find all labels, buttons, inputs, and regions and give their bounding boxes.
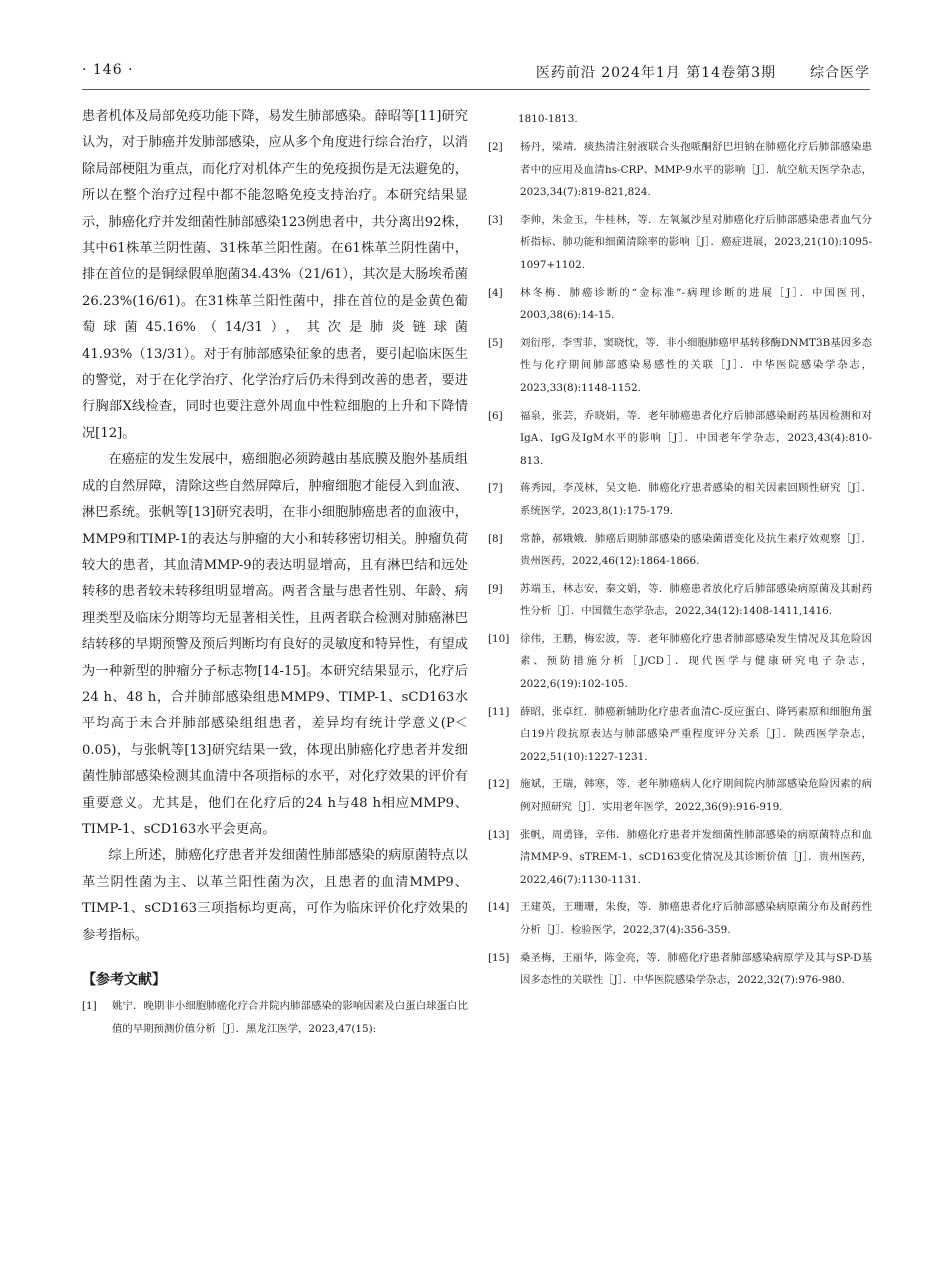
reference-text: 林冬梅．肺癌诊断的“金标准”-病理诊断的进展［J］．中国医刊，2003,38(6):14-15.	[520, 286, 872, 322]
reference-text: 蒋秀园，李茂林，吴文艳．肺癌化疗患者感染的相关因素回顾性研究［J］．系统医学，2023,8(1):175-179.	[520, 482, 872, 517]
reference-item	[488, 896, 872, 941]
reference-number: [12]	[488, 778, 510, 791]
reference-number: [10]	[488, 632, 510, 645]
reference-text: 李帅，朱金玉，牛桂林，等．左氧氟沙星对肺癌化疗后肺部感染患者血气分析指标、肺功能和细菌清除率的影响［J］．癌症进展，2023,21(10):1095-1097+1102.	[520, 213, 872, 271]
reference-number: [3]	[488, 213, 503, 226]
reference-number: [13]	[488, 828, 510, 841]
reference-text: 常静，郝娥娥．肺癌后期肺部感染的感染菌谱变化及抗生素疗效观察［J］．贵州医药，2022,46(12):1864-1866.	[520, 532, 872, 568]
reference-item	[488, 701, 872, 769]
reference-item	[488, 477, 872, 522]
right-column	[488, 108, 872, 997]
page-header	[82, 62, 870, 88]
reference-number: [1]	[82, 1000, 97, 1012]
body-paragraph-3: 综上所述，肺癌化疗患者并发细菌性肺部感染的病原菌特点以革兰阴性菌为主、以革兰阳性菌为次，且患者的血清MMP9、TIMP-1、sCD163三项指标均更高，可作为临床评价化疗效果的参考指标。	[82, 848, 468, 943]
journal-issue: 医药前沿 2024年1月 第14卷第3期	[535, 65, 776, 81]
body-paragraph-1: 患者机体及局部免疫功能下降，易发生肺部感染。薛昭等[11]研究认为，对于肺癌并发肺部感染，应从多个角度进行综合治疗，以消除局部梗阻为重点，而化疗对机体产生的免疫损伤是无法避免的，所以在整个治疗过程中都不能忽略免疫支持治疗。本研究结果显示，肺癌化疗并发细菌性肺部感染123例患者中，共分离出92株，其中61株革兰阴性菌、31株革兰阳性菌。在61株革兰阴性菌中，排在首位的是铜绿假单胞菌34.43%（21/61），其次是大肠埃希菌26.23%(16/61)。在31株革兰阳性菌中，排在首位的是金黄色葡萄球菌45.16%（14/31），其次是肺炎链球菌41.93%（13/31）。对于有肺部感染征象的患者，要引起临床医生的警觉，对于在化学治疗、化学治疗后仍未得到改善的患者，要进行胸部X线检查，同时也要注意外周血中性粒细胞的上升和下降情况[12]。	[82, 109, 468, 441]
reference-continuation: 1810-1813.	[518, 113, 578, 125]
page-number: · 146 ·	[82, 62, 134, 78]
reference-text: 张帆，周勇锋，辛伟．肺癌化疗患者并发细菌性肺部感染的病原菌特点和血清MMP-9、sTREM-1、sCD163变化情况及其诊断价值［J］．贵州医药，2022,46(7):1130-1131.	[520, 828, 872, 886]
journal-info	[536, 62, 870, 82]
reference-number: [11]	[488, 705, 510, 718]
body-paragraph-2: 在癌症的发生发展中，癌细胞必须跨越由基底膜及胞外基质组成的自然屏障，清除这些自然屏障后，肿瘤细胞才能侵入到血液、淋巴系统。张帆等[13]研究表明，在非小细胞肺癌患者的血液中，MMP9和TIMP-1的表达与肿瘤的大小和转移密切相关。肿瘤负荷较大的患者，其血清MMP-9的表达明显增高，且有淋巴结和远处转移的患者较未转移组明显增高。两者含量与患者性别、年龄、病理类型及临床分期等均无显著相关性，且两者联合检测对肺癌淋巴结转移的早期预警及预后判断均有良好的灵敏度和特异性，有望成为一种新型的肿瘤分子标志物[14-15]。本研究结果显示，化疗后24 h、48 h，合并肺部感染组患MMP9、TIMP-1、sCD163水平均高于未合并肺部感染组组患者，差异均有统计学意义(P＜0.05)，与张帆等[13]研究结果一致，体现出肺癌化疗患者并发细菌性肺部感染检测其血清中各项指标的水平，对化疗效果的评价有重要意义。尤其是，他们在化疗后的24 h与48 h相应MMP9、TIMP-1、sCD163水平会更高。	[82, 452, 468, 837]
reference-number: [14]	[488, 901, 510, 914]
reference-item	[488, 136, 872, 204]
reference-text: 徐伟，王鹏，梅宏波，等．老年肺癌化疗患者肺部感染发生情况及其危险因素、预防措施分析［J/CD］．现代医学与健康研究电子杂志，2022,6(19):102-105.	[520, 632, 872, 691]
reference-number: [15]	[488, 951, 510, 964]
reference-item	[488, 405, 872, 473]
reference-text: 刘衍彤，李雪菲，窦晓忱，等．非小细胞肺癌甲基转移酶DNMT3B基因多态性与化疗期间肺部感染易感性的关联［J］．中华医院感染学杂志，2023,33(8):1148-1152.	[520, 336, 872, 394]
reference-text: 桑圣梅，王丽华，陈金亮，等．肺癌化疗患者肺部感染病原学及其与SP-D基因多态性的关联性［J］．中华医院感染学杂志，2022,32(7):976-980.	[520, 951, 872, 987]
reference-item	[488, 528, 872, 573]
reference-item	[488, 773, 872, 818]
references-heading: 【参考文献】	[82, 972, 166, 988]
header-divider	[82, 89, 870, 90]
reference-text: 姚宁．晚期非小细胞肺癌化疗合并院内肺部感染的影响因素及白蛋白球蛋白比值的早期预测价值分析［J］．黑龙江医学，2023,47(15):	[112, 1000, 468, 1035]
reference-item	[488, 947, 872, 992]
reference-text: 苏端玉，林志安，秦文娟，等．肺癌患者放化疗后肺部感染病原菌及其耐药性分析［J］．中国微生态学杂志，2022,34(12):1408-1411,1416.	[520, 582, 872, 618]
reference-item	[488, 209, 872, 277]
reference-text: 施斌，王瑞，韩寒，等．老年肺癌病人化疗期间院内肺部感染危险因素的病例对照研究［J］．实用老年医学，2022,36(9):916-919.	[520, 778, 872, 814]
left-column	[82, 104, 468, 1045]
reference-item	[82, 995, 468, 1040]
reference-item	[488, 628, 872, 696]
reference-number: [9]	[488, 582, 503, 595]
reference-number: [4]	[488, 286, 503, 299]
reference-number: [7]	[488, 482, 503, 495]
reference-text: 王建英，王珊珊，朱俊，等．肺癌患者化疗后肺部感染病原菌分布及耐药性分析［J］．检验医学，2022,37(4):356-359.	[520, 901, 872, 936]
reference-item	[488, 578, 872, 623]
reference-item	[488, 824, 872, 892]
reference-item	[488, 282, 872, 327]
reference-number: [8]	[488, 532, 503, 545]
reference-text: 福泉，张芸，乔晓娟，等．老年肺癌患者化疗后肺部感染耐药基因检测和对IgA、IgG及IgM水平的影响［J］．中国老年学杂志，2023,43(4):810-813.	[520, 409, 872, 467]
reference-number: [5]	[488, 336, 503, 349]
reference-text: 杨丹，梁靖．痰热清注射液联合头孢哌酮舒巴坦钠在肺癌化疗后肺部感染患者中的应用及血清hs-CRP、MMP-9水平的影响［J］．航空航天医学杂志，2023,34(7):819-821,824.	[520, 141, 872, 199]
reference-number: [2]	[488, 141, 503, 153]
reference-number: [6]	[488, 409, 503, 422]
journal-category: 综合医学	[810, 65, 870, 81]
reference-text: 薛昭，张卓红．肺癌新辅助化疗患者血清C-反应蛋白、降钙素原和细胞角蛋白19片段抗原表达与肺部感染严重程度评分关系［J］．陕西医学杂志，2022,51(10):1227-1231.	[520, 705, 872, 763]
reference-item	[488, 332, 872, 400]
